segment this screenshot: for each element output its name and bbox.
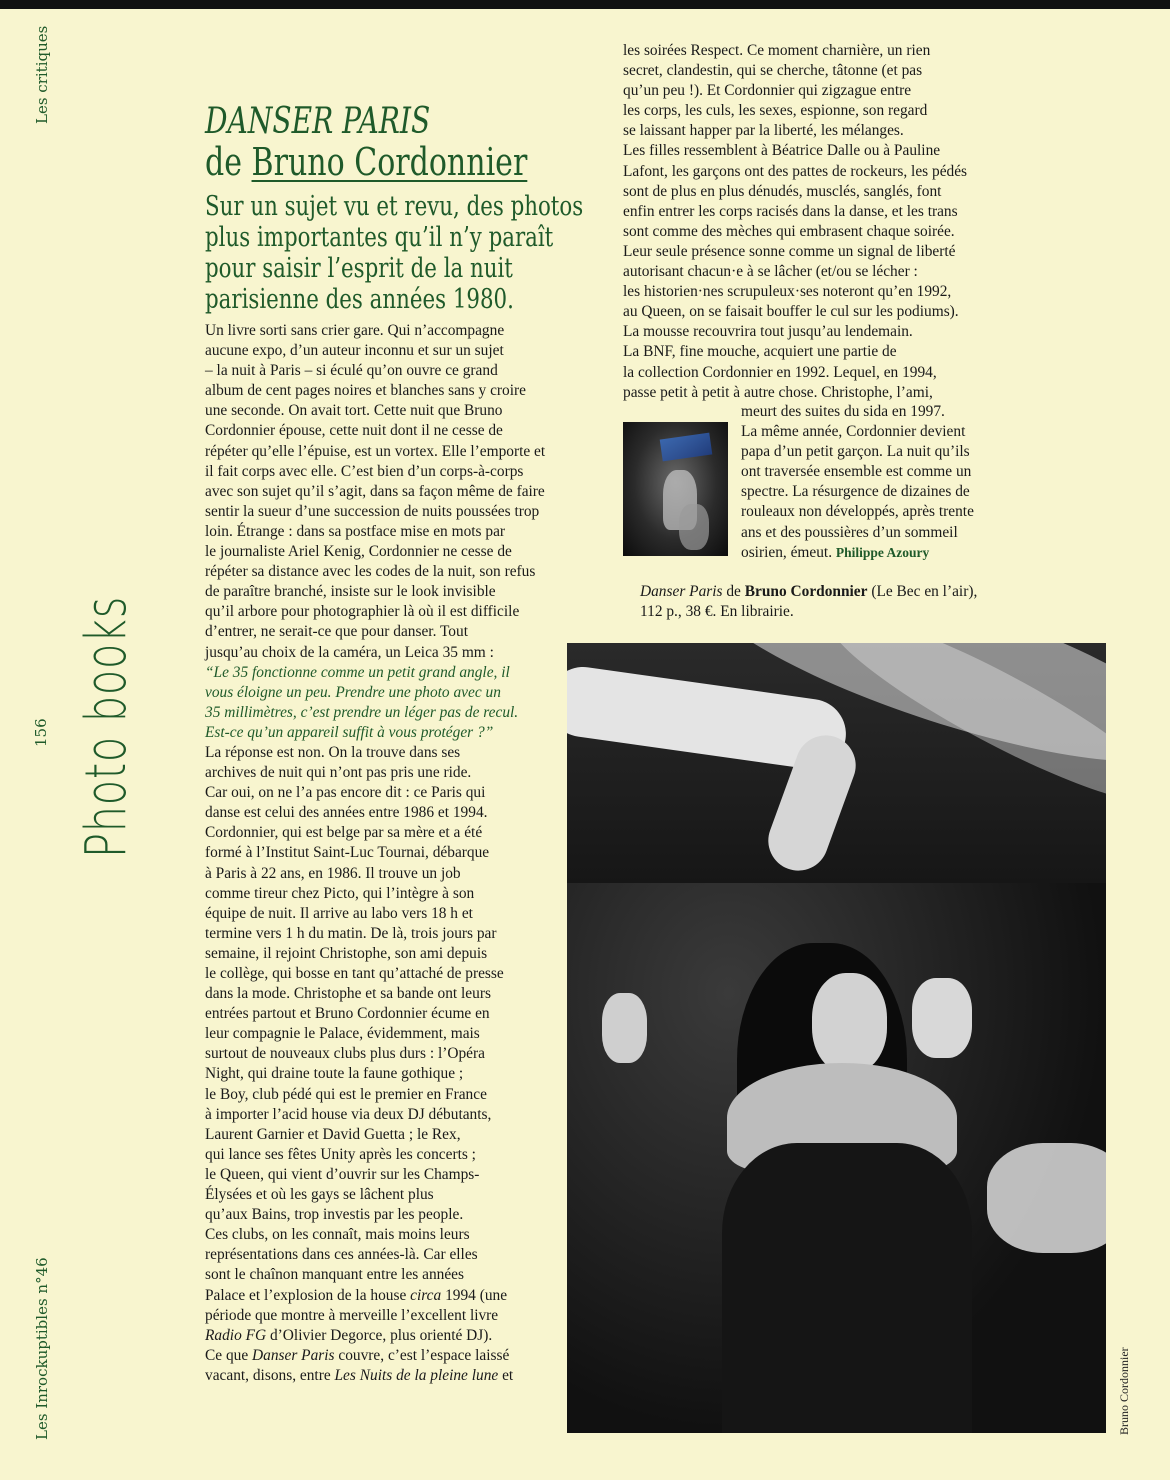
body-line: La mousse recouvrira tout jusqu’au lendemain. [623,323,913,341]
body-line: équipe de nuit. Il arrive au labo vers 18 h et [205,904,473,922]
body-line: “Le 35 fonctionne comme un petit grand angle, il [205,663,510,681]
body-line: répéter sa distance avec les codes de la nuit, son refus [205,563,536,581]
body-line: Un livre sorti sans crier gare. Qui n’accompagne [205,322,505,339]
body-line: sont comme des mèches qui embrasent chaque soirée. [623,222,955,240]
signature: Philippe Azoury [835,544,930,560]
dancer-hand-left [602,993,647,1063]
author-line [205,140,527,184]
body-line: ans et des poussières d’un sommeil [741,523,958,541]
body-line: formé à l’Institut Saint-Luc Tournai, débarque [205,844,490,862]
body-line: à importer l’acid house via deux DJ débutants, [205,1105,492,1123]
body-line: à Paris à 22 ans, en 1986. Il trouve un job [205,864,461,882]
magazine-issue: Les Inrockuptibles n°46 [33,1257,51,1440]
rubric-title: Photo books [74,595,139,858]
body-line: qu’aux Bains, trop investis par les people. [205,1206,464,1224]
body-line: de paraître branché, insiste sur le look invisible [205,583,496,601]
body-line: loin. Étrange : dans sa postface mise en mots par [205,522,506,540]
book-title: DANSER PARIS [205,101,431,142]
text-span: (Le Bec [867,583,921,600]
circa-line [205,1286,575,1306]
body-line: le journaliste Ariel Kenig, Cordonnier ne cesse de [205,543,512,561]
italic-span: Radio FG [205,1326,267,1344]
body-line: sont de plus en plus dénudés, musclés, sanglés, font [623,182,942,200]
body-line: une seconde. On avait tort. Cette nuit que Bruno [205,402,503,420]
body-line: danse est celui des années entre 1986 et 1994. [205,804,488,822]
text-span: couvre, c’est l’espace laissé [334,1346,510,1364]
body-line: le collège, qui bosse en tant qu’attaché de presse [205,965,504,982]
body-line: ont traversée ensemble est comme un [741,463,972,481]
body-line: passe petit à petit à autre chose. Christophe, l’ami, [623,383,933,401]
body-line: Night, qui draine toute la faune gothique ; [205,1065,464,1083]
body-line: le Queen, qui vient d’ouvrir sur les Champs- [205,1165,480,1183]
body-line: période que montre à merveille l’excellent livre [205,1306,499,1324]
vacant-line [205,1366,575,1386]
text-span: de [722,583,745,600]
text-span: Ce que [205,1346,253,1364]
body-line: Cordonnier, qui est belge par sa mère et a été [205,824,483,842]
body-line: comme tireur chez Picto, qui l’intègre à son [205,884,475,902]
body-line: termine vers 1 h du matin. De là, trois jours par [205,924,497,942]
body-line: semaine, il rejoint Christophe, son ami depuis [205,944,488,962]
body-line: Car oui, on ne l’a pas encore dit : ce Paris qui [205,784,486,802]
body-line: sentir la sueur d’une succession de nuits poussées trop [205,502,540,520]
body-line: au Queen, on se faisait bouffer le cul sur les podiums). [623,303,959,321]
credit-author: Bruno Cordonnier [744,583,868,600]
text-span: Palace et l’explosion de la house [205,1286,411,1304]
text-span: et [498,1366,514,1384]
body-line: Ces clubs, on les connaît, mais moins leurs [205,1226,470,1244]
dancer-hand-right [912,978,972,1058]
italic-span: circa [410,1286,442,1304]
body-line: Cordonnier épouse, cette nuit dont il ne cesse de [205,422,503,440]
body-line: La BNF, fine mouche, acquiert une partie de [623,343,897,361]
dancer-face [812,973,887,1073]
body-line: répéter qu’elle l’épuise, est un vortex. Elle l’emporte et [205,442,546,460]
body-line: qui lance ses fêtes Unity après les concerts ; [205,1145,476,1163]
body-line: vous éloigne un peu. Prendre une photo avec un [205,683,501,701]
body-line: La réponse est non. On la trouve dans ses [205,743,461,761]
dancer-dress [722,1143,972,1433]
body-line: papa d’un petit garçon. La nuit qu’ils [741,443,970,461]
author-prefix: de [205,140,252,184]
italic-span: Danser Paris [252,1346,335,1364]
body-line: aucune expo, d’un auteur inconnu et sur un sujet [205,342,504,360]
left-paragraph [205,321,575,663]
radio-line [205,1326,575,1346]
body-line: spectre. La résurgence de dizaines de [741,483,970,501]
credit-line-1 [640,583,920,600]
body-line: autorisant chacun·e à se lâcher (et/ou se lécher : [623,263,918,281]
body-line: archives de nuit qui n’ont pas pris une ride. [205,764,472,782]
body-line: La même année, Cordonnier devient [741,423,966,441]
body-line: dans la mode. Christophe et sa bande ont leurs [205,985,491,1003]
body-line: les historien·nes scrupuleux·ses noteront qu’en 1992, [623,283,952,301]
text-span: d’Olivier Degorce, plus orienté DJ). [266,1326,493,1344]
book-credit [640,582,980,622]
body-line: surtout de nouveaux clubs plus durs : l’Opéra [205,1045,485,1063]
deck: Sur un sujet vu et revu, des photos plus importantes qu’il n’y paraît pour saisir l’esprit de la nuit parisienne des années 1980. [205,191,584,315]
body-line: les corps, les culs, les sexes, espionne, son regard [623,102,928,120]
body-line: il fait corps avec elle. C’est bien d’un corps-à-corps [205,462,524,480]
body-line: le Boy, club pédé qui est le premier en France [205,1085,487,1103]
article-column-right-wrap [741,402,1041,563]
body-line: Élysées et où les gays se lâchent plus [205,1186,434,1204]
article-column-left [205,321,575,1386]
body-line: jusqu’au choix de la caméra, un Leica 35 mm : [205,643,494,661]
body-line: avec son sujet qu’il s’agit, dans sa façon même de faire [205,482,545,500]
page-number: 156 [32,718,50,747]
body-line: rouleaux non développés, après trente [741,503,974,521]
author-name: Bruno Cordonnier [251,140,528,184]
body-line: d’entrer, ne serait-ce que pour danser. Tout [205,623,468,641]
section-label: Les critiques [33,25,51,124]
body-line: Leur seule présence sonne comme un signal de liberté [623,242,956,260]
body-line: qu’il arbore pour photographier là où il est difficile [205,603,520,621]
article-column-right [623,41,1033,403]
pull-quote [205,663,575,743]
text-span: 1994 (une [441,1286,508,1304]
right-wrap-paragraph [741,402,1041,543]
body-line: secret, clandestin, qui se cherche, tâtonne (et pas [623,62,923,80]
body-line: – la nuit à Paris – si éculé qu’on ouvre ce grand [205,362,498,380]
body-line: sont le chaînon manquant entre les années [205,1266,464,1284]
text-span: osirien, émeut. [741,543,836,561]
body-line: Est-ce qu’un appareil suffit à vous protéger ?” [205,723,494,741]
body-line: leur compagnie le Palace, évidemment, mais [205,1025,480,1043]
closing-line [741,543,1041,563]
body-line: Laurent Garnier et David Guetta ; le Rex, [205,1125,461,1143]
body-line: représentations dans ces années-là. Car elles [205,1246,478,1264]
body-line: Lafont, les garçons ont des pattes de rockeurs, les pédés [623,162,968,180]
foreground-hand [987,1143,1106,1253]
body-line: album de cent pages noires et blanches sans y croire [205,382,526,400]
book-cover-image [623,422,728,556]
main-photograph [567,643,1106,1433]
body-line: entrées partout et Bruno Cordonnier écume en [205,1005,490,1023]
cover-title-graphic [660,433,713,462]
top-bar [0,0,1170,9]
text-span: vacant, disons, entre [205,1366,335,1384]
ce-que-line [205,1346,575,1366]
body-line: qu’un peu !). Et Cordonnier qui zigzague entre [623,82,912,100]
body-line: meurt des suites du sida en 1997. [741,403,945,420]
credit-line-2: en l’air), 112 p., 38 €. En librairie. [640,583,978,621]
body-line: la collection Cordonnier en 1992. Lequel, en 1994, [623,363,937,381]
body-line: se laissant happer par la liberté, les mélanges. [623,122,904,140]
credit-title: Danser Paris [640,583,723,600]
body-line: enfin entrer les corps racisés dans la danse, et les trans [623,202,958,220]
cover-figure [679,504,709,550]
body-line: 35 millimètres, c’est prendre un léger pas de recul. [205,703,519,721]
body-line: Les filles ressemblent à Béatrice Dalle ou à Pauline [623,142,941,160]
italic-span: Les Nuits de la pleine lune [334,1366,499,1384]
body-line: les soirées Respect. Ce moment charnière, un rien [623,42,931,59]
photo-credit: Bruno Cordonnier [1117,1347,1131,1435]
left-paragraph-continued [205,743,575,1286]
